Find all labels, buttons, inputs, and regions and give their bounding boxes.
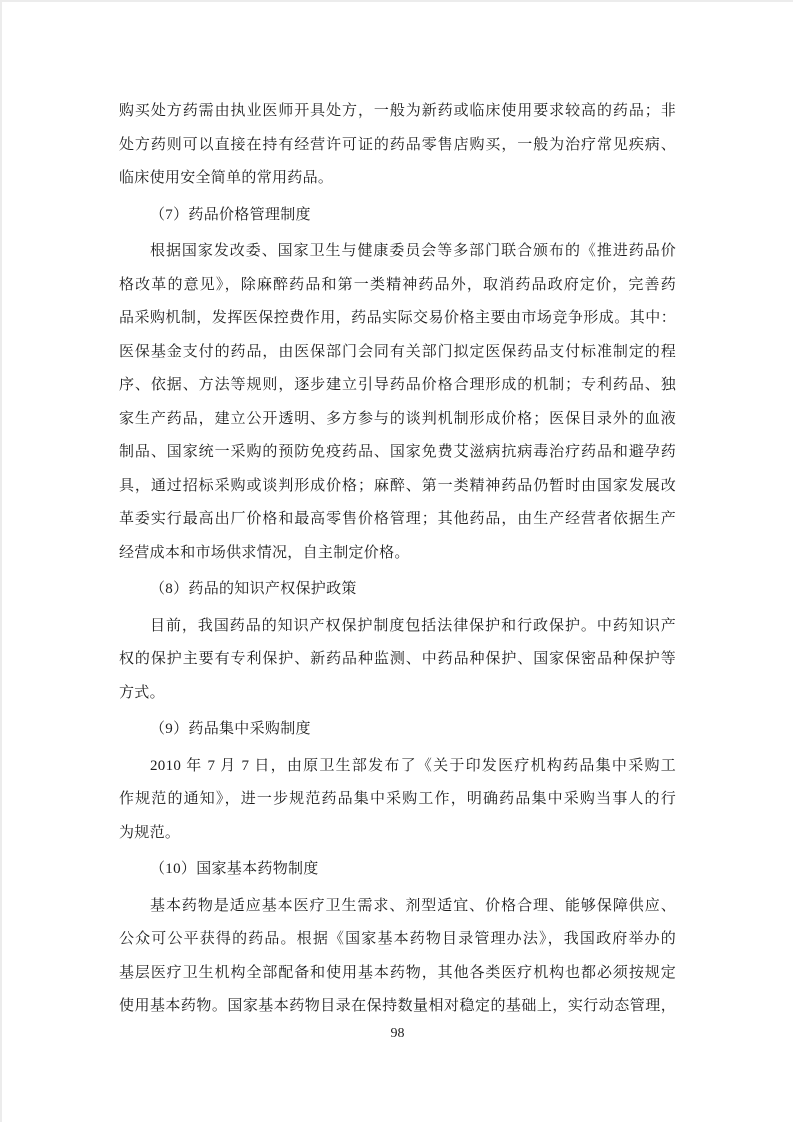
section-heading-8-ip-protection: （8）药品的知识产权保护政策 xyxy=(150,581,357,597)
text-line: 目前，我国药品的知识产权保护制度包括法律保护和行政保护。中药知识产 xyxy=(150,617,676,634)
text-line: 制品、国家统一采购的预防免疫药品、国家免费艾滋病抗病毒治疗药品和避孕药 xyxy=(119,444,676,460)
text-line: 处方药则可以直接在持有经营许可证的药品零售店购买，一般为治疗常见疾病、 xyxy=(119,136,676,153)
paragraph-otc-drugs xyxy=(119,95,676,196)
text-line: 基层医疗卫生机构全部配备和使用基本药物，其他各类医疗机构也都必须按规定 xyxy=(119,964,676,981)
page-number: 98 xyxy=(390,1026,405,1041)
section-heading-9-centralized-procurement: （9）药品集中采购制度 xyxy=(150,721,311,737)
section-heading-10-essential-drugs: （10）国家基本药物制度 xyxy=(150,861,319,877)
paragraph-ip-protection xyxy=(119,610,676,711)
text-line: 使用基本药物。国家基本药物目录在保持数量相对稳定的基础上，实行动态管理， xyxy=(119,998,676,1014)
paragraph-drug-pricing xyxy=(119,235,676,570)
text-line: 具，通过招标采购或谈判形成价格；麻醉、第一类精神药品仍暂时由国家发展改 xyxy=(119,477,676,494)
text-line: 品采购机制，发挥医保控费作用，药品实际交易价格主要由市场竞争形成。其中： xyxy=(119,310,676,326)
text-line: 临床使用安全简单的常用药品。 xyxy=(119,170,334,186)
paragraph-centralized-procurement xyxy=(119,750,676,851)
text-line: 格改革的意见》，除麻醉药品和第一类精神药品外，取消药品政府定价，完善药 xyxy=(119,276,676,293)
text-line: 根据国家发改委、国家卫生与健康委员会等多部门联合颁布的《推进药品价 xyxy=(150,243,676,259)
text-line: 权的保护主要有专利保护、新药品种监测、中药品种保护、国家保密品种保护等 xyxy=(119,651,676,667)
text-line: 医保基金支付的药品，由医保部门会同有关部门拟定医保药品支付标准制定的程 xyxy=(119,343,676,360)
text-line: 购买处方药需由执业医师开具处方，一般为新药或临床使用要求较高的药品；非 xyxy=(119,103,676,119)
section-heading-7-drug-pricing: （7）药品价格管理制度 xyxy=(150,206,311,223)
page-body xyxy=(119,95,676,1024)
text-line: 公众可公平获得的药品。根据《国家基本药物目录管理办法》，我国政府举办的 xyxy=(119,931,676,947)
text-line: 革委实行最高出厂价格和最高零售价格管理；其他药品，由生产经营者依据生产 xyxy=(119,511,676,527)
text-line: 序、依据、方法等规则，逐步建立引导药品价格合理形成的机制；专利药品、独 xyxy=(119,377,676,393)
paragraph-essential-drugs xyxy=(119,890,676,1024)
text-line: 作规范的通知》，进一步规范药品集中采购工作，明确药品集中采购当事人的行 xyxy=(119,791,676,807)
text-line: 经营成本和市场供求情况，自主制定价格。 xyxy=(119,544,410,561)
text-line: 2010 年 7 月 7 日，由原卫生部发布了《关于印发医疗机构药品集中采购工 xyxy=(150,757,676,774)
text-line: 基本药物是适应基本医疗卫生需求、剂型适宜、价格合理、能够保障供应、 xyxy=(150,897,676,914)
text-line: 为规范。 xyxy=(119,824,181,841)
text-line: 家生产药品，建立公开透明、多方参与的谈判机制形成价格；医保目录外的血液 xyxy=(119,410,676,427)
text-line: 方式。 xyxy=(119,684,165,701)
